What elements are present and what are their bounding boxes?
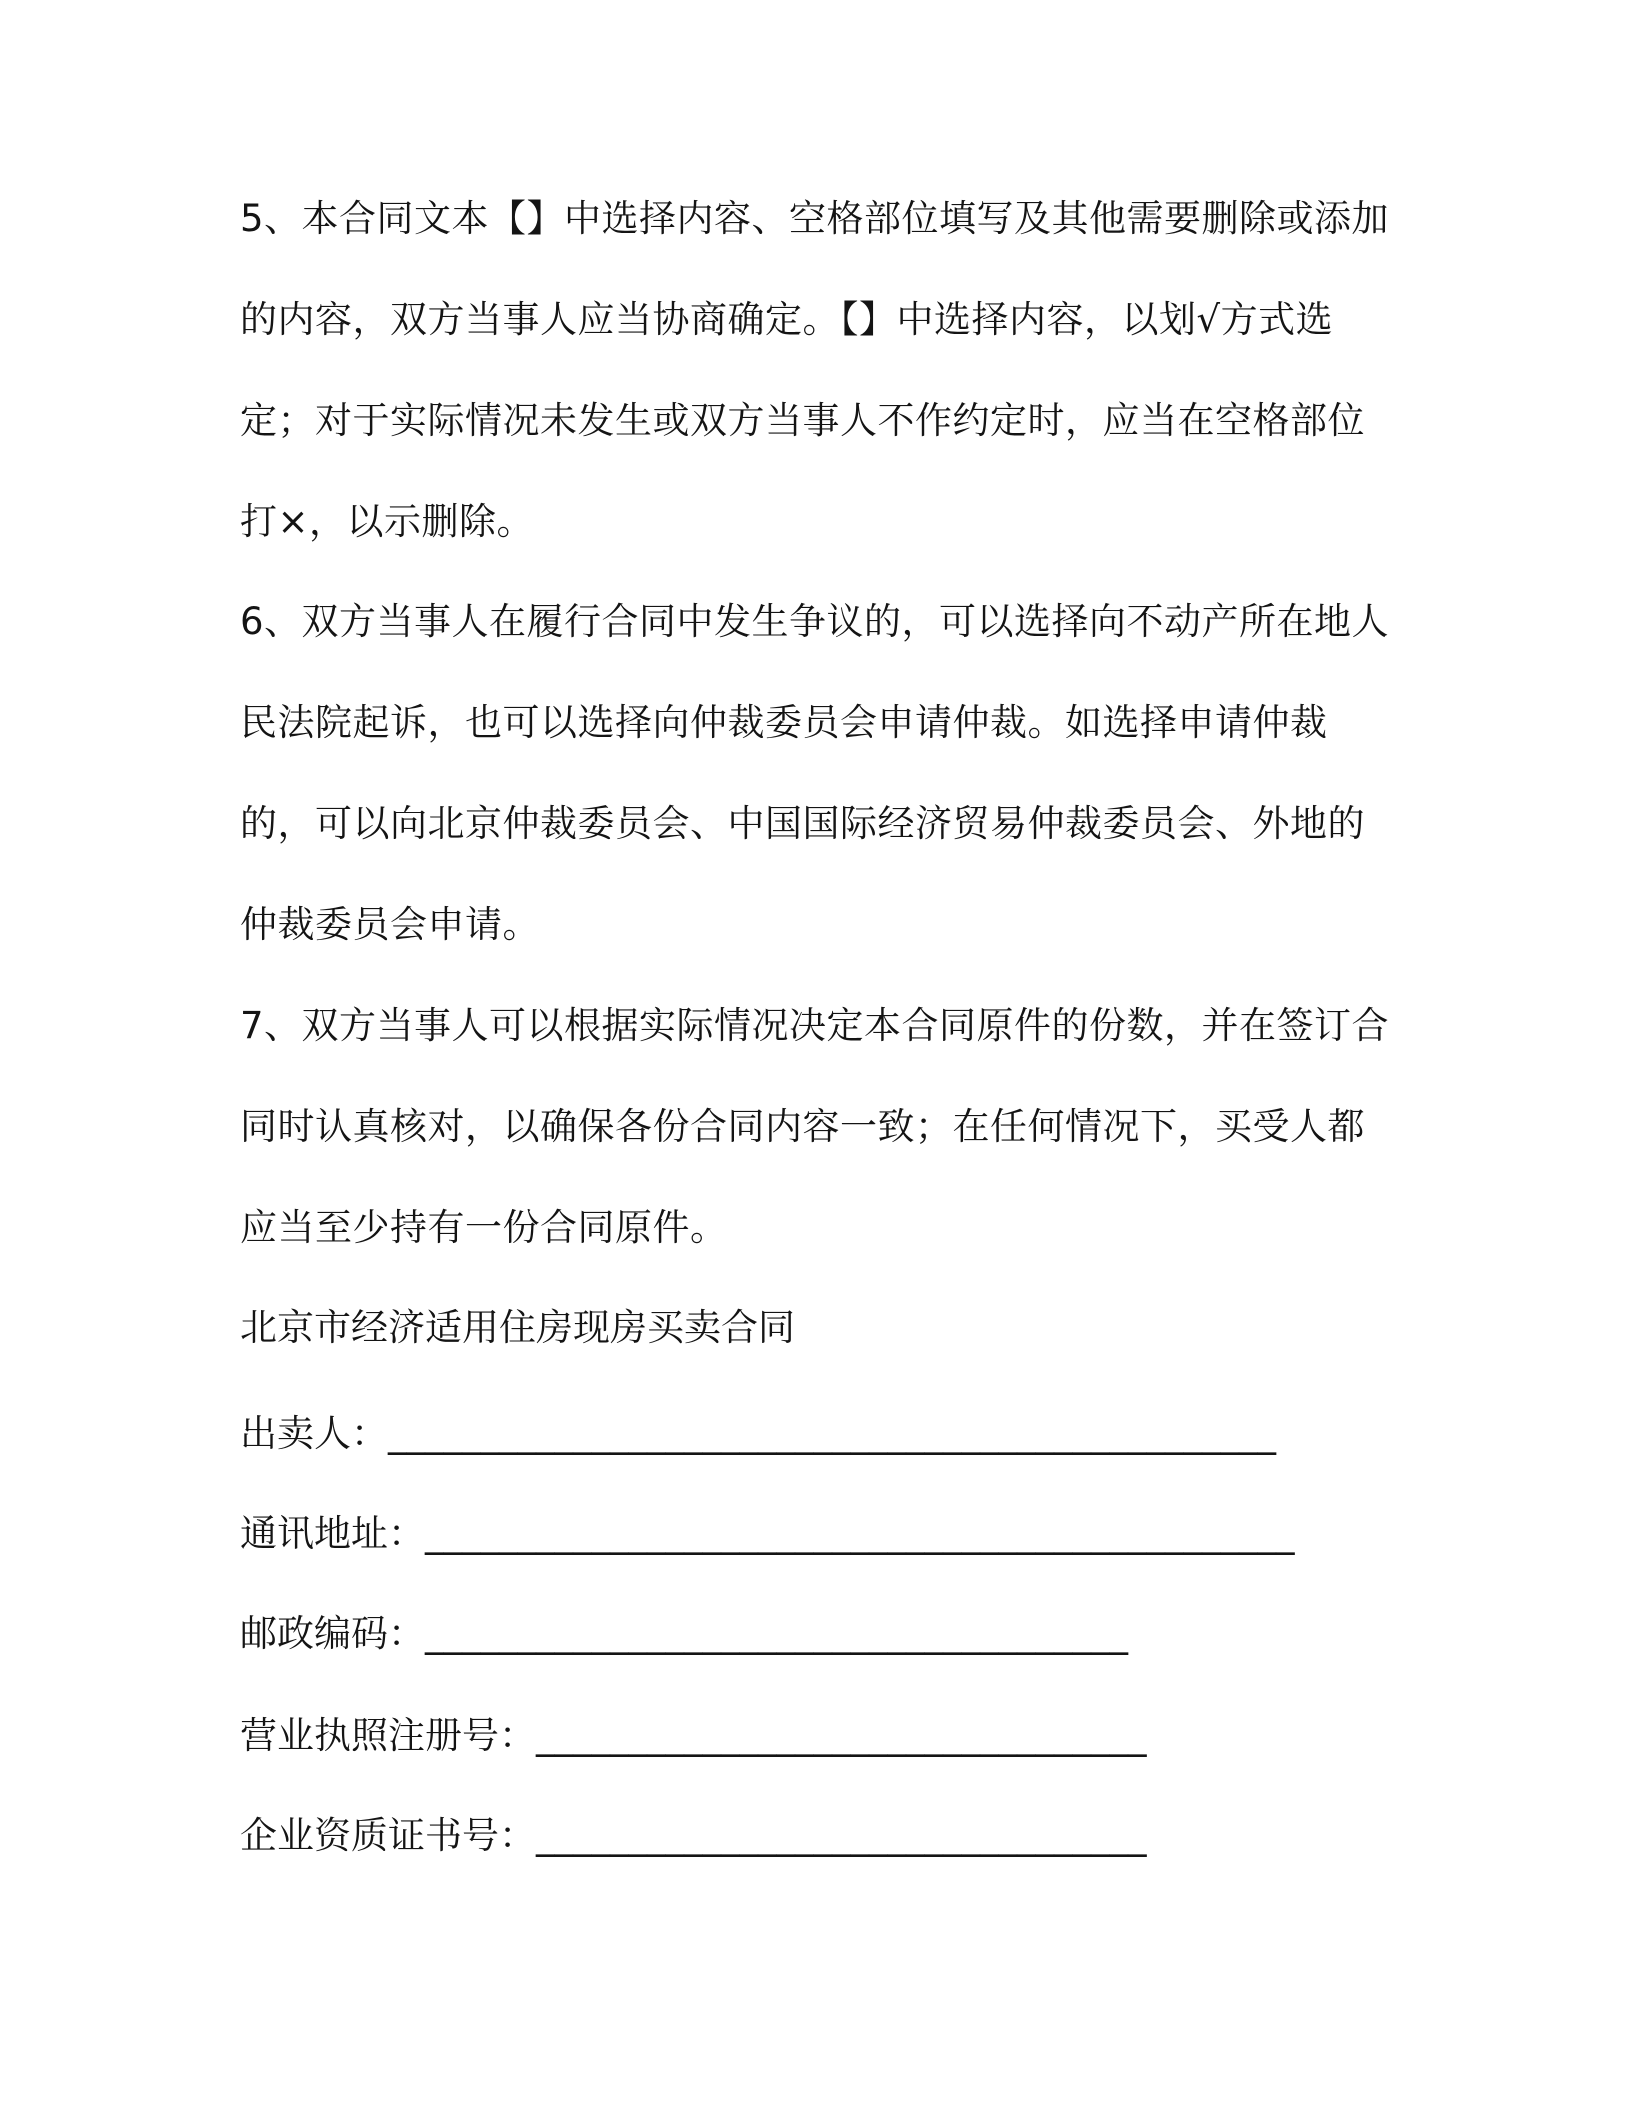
postal-code-label: 邮政编码：	[240, 1612, 425, 1655]
clause-7	[240, 975, 1400, 1278]
clause-6-number: 6、	[240, 600, 302, 643]
postal-code-blank[interactable]: ______________________________________	[425, 1612, 1128, 1655]
seller-label: 出卖人：	[240, 1412, 388, 1455]
qualification-cert-label: 企业资质证书号：	[240, 1814, 536, 1857]
clause-5-text	[240, 168, 1400, 572]
clause-6	[240, 571, 1400, 975]
clause-5-body: 本合同文本【】中选择内容、空格部位填写及其他需要删除或添加的内容，双方当事人应当协商确定。【】中选择内容，以划√方式选定；对于实际情况未发生或双方当事人不作约定时，应当在空格部位打×，以示删除。	[240, 197, 1390, 543]
clause-6-text	[240, 571, 1400, 975]
business-license-blank[interactable]: _________________________________	[536, 1714, 1147, 1757]
address-field	[240, 1504, 1295, 1564]
clause-7-body: 双方当事人可以根据实际情况决定本合同原件的份数，并在签订合同时认真核对，以确保各份合同内容一致；在任何情况下，买受人都应当至少持有一份合同原件。	[240, 1004, 1390, 1249]
business-license-field	[240, 1706, 1147, 1766]
qualification-cert-field	[240, 1806, 1147, 1866]
clause-7-text	[240, 975, 1400, 1278]
address-label: 通讯地址：	[240, 1512, 425, 1555]
clause-7-number: 7、	[240, 1004, 302, 1047]
clause-5-number: 5、	[240, 197, 302, 240]
business-license-label: 营业执照注册号：	[240, 1714, 536, 1757]
seller-blank[interactable]: ________________________________________________	[388, 1412, 1276, 1455]
postal-code-field	[240, 1604, 1128, 1664]
clause-5	[240, 168, 1400, 572]
qualification-cert-blank[interactable]: _________________________________	[536, 1814, 1147, 1857]
contract-title: 北京市经济适用住房现房买卖合同	[240, 1306, 795, 1349]
address-blank[interactable]: _______________________________________________	[425, 1512, 1295, 1555]
seller-field	[240, 1404, 1276, 1464]
clause-6-body: 双方当事人在履行合同中发生争议的，可以选择向不动产所在地人民法院起诉，也可以选择向仲裁委员会申请仲裁。如选择申请仲裁的，可以向北京仲裁委员会、中国国际经济贸易仲裁委员会、外地的仲裁委员会申请。	[240, 600, 1390, 946]
